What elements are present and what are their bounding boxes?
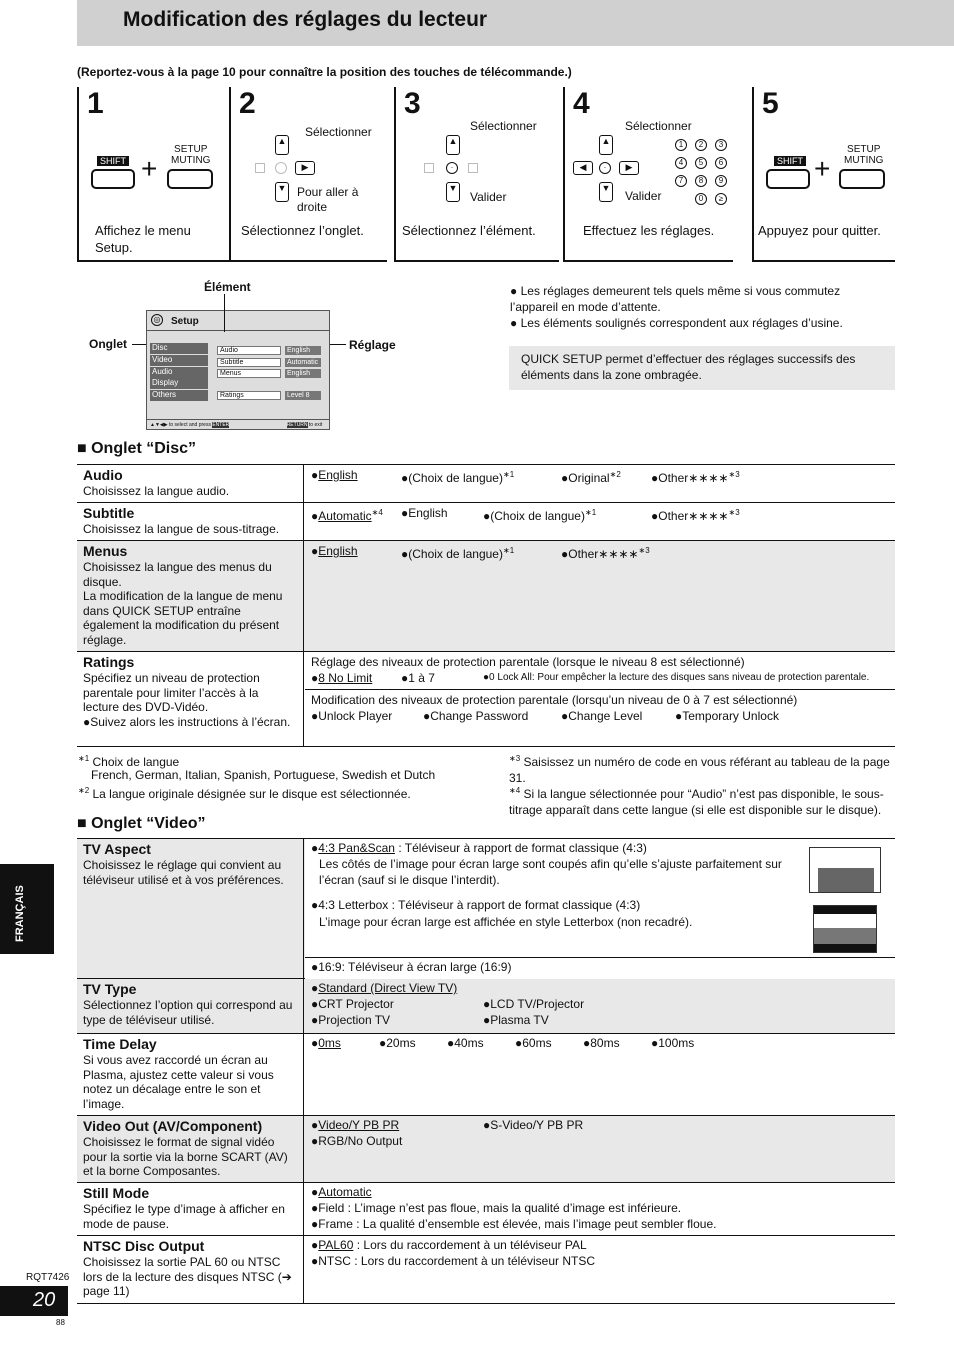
section-heading-disc: ■ Onglet “Disc” <box>77 440 197 457</box>
onglet-label: Onglet <box>89 337 127 351</box>
footnote: French, German, Italian, Spanish, Portuguese, Swedish et Dutch <box>91 768 436 782</box>
tab-display: Display <box>150 378 208 389</box>
model-number: RQT7426 <box>26 1272 70 1283</box>
up-arrow-icon: ▲ <box>599 135 613 155</box>
disc-table <box>77 464 895 747</box>
tab-others: Others <box>150 390 208 401</box>
note-item: ● Les réglages demeurent tels quels même si vous commutez l’appareil en mode d’attente. <box>510 284 841 314</box>
down-arrow-icon: ▼ <box>275 182 289 202</box>
step-number: 1 <box>87 87 104 120</box>
up-arrow-icon: ▲ <box>275 135 289 155</box>
setup-footer: ▲▼◀▶ to select and press ENTER RETURN to exit <box>147 419 329 430</box>
footnote: $^{∗3}$ Saisissez un numéro de code en vous référant au tableau de la page 31. <box>509 754 890 785</box>
table-row: Video Out (AV/Component) Choisissez le format de signal vidéo pour la sortie via la borne SCART (AV) et la borne Composantes. ●Video/Y PB PR ●S-Video/Y PB PR ●RGB/No Output <box>77 1116 895 1183</box>
small-number: 88 <box>56 1318 65 1327</box>
reglage-label: Réglage <box>349 338 396 352</box>
page-header <box>77 0 954 46</box>
setup-screen: Setup ◎ Disc Video Audio Display Others Audio Subtitle Menus Ratings English Automatic English Level 8 ▲▼◀▶ to select and press ENTER RETURN to exit <box>146 310 330 430</box>
enter-icon: · <box>599 162 611 174</box>
page-number: 20 <box>0 1286 68 1316</box>
table-row: Subtitle Choisissez la langue de sous-titrage. ●Automatic$^{∗4}$ ●English ●(Choix de langue)$^{∗1}$ ●Other∗∗∗∗$^{∗3}$ <box>77 503 895 541</box>
disc-icon: ◎ <box>151 314 163 326</box>
table-row: Menus Choisissez la langue des menus du disque. La modification de la langue de menu dans QUICK SETUP entraîne également la modification du présent réglage. ●English ●(Choix de langue)$^{∗1}$ ●Other∗∗∗∗$^{∗3}$ <box>77 541 895 652</box>
left-arrow-icon: ◀ <box>573 161 593 175</box>
right-arrow-icon: ▶ <box>619 161 639 175</box>
footnote: $^{∗2}$ La langue originale désignée sur le disque est sélectionnée. <box>78 786 411 801</box>
table-row: TV Aspect Choisissez le réglage qui convient au téléviseur utilisé et à vos préférences. ●4:3 Pan&Scan : Téléviseur à rapport de format classique (4:3) Les côtés de l’image pour écran large sont coupés afin qu’elle s’ajuste parfaitement sur l’écran (sauf si le disque l’interdit). ●4:3 Letterbox : Téléviseur à rapport de format classique (4:3) L’image pour écran large est affichée en style Letterbox (non recadré). ●16:9: Téléviseur à écran large (16:9) <box>77 839 895 979</box>
up-arrow-icon: ▲ <box>446 135 460 155</box>
table-row: Ratings Spécifiez un niveau de protection parentale pour limiter l’accès à la lecture des DVD-Vidéo. ●Suivez alors les instructions à l’écran. Réglage des niveaux de protection parentale (lorsque le niveau 8 est sélectionné) ●8 No Limit ●1 à 7 ●0 Lock All: Pour empêcher la lecture des disques sans niveau de protection parentale. Modification des niveaux de protection parentale (lorsqu’un niveau de 0 à 7 est sélectionné) ●Unlock Player ●Change Password ●Change Level ●Temporary Unlock <box>77 652 895 747</box>
step-4: 4 ▲ Sélectionner ◀ · ▶ ▼ Valider 1 2 3 4 5 6 7 8 9 0 ≥ Effectuez les réglages. <box>563 87 733 262</box>
footnote: $^{∗1}$ Choix de langue <box>78 754 180 769</box>
down-arrow-icon: ▼ <box>599 182 613 202</box>
setup-screen-title: Setup <box>147 311 329 331</box>
step-2: 2 ▲ Sélectionner ▶ ▼ Pour aller à droite Sélectionnez l’onglet. <box>229 87 387 262</box>
down-arrow-icon: ▼ <box>446 182 460 202</box>
tab-disc: Disc <box>150 343 208 354</box>
tab-video: Video <box>150 355 208 366</box>
pan-scan-image <box>809 847 881 893</box>
shift-label: SHIFT <box>97 156 129 166</box>
step-5: 5 SHIFT + SETUP MUTING Appuyez pour quitter. <box>752 87 895 262</box>
enter-icon: · <box>446 162 458 174</box>
page-title: Modification des réglages du lecteur <box>123 8 488 31</box>
quick-setup-note: QUICK SETUP permet d’effectuer des réglages successifs des éléments dans la zone ombragée. <box>509 346 895 390</box>
table-row: Time Delay Si vous avez raccordé un écran au Plasma, ajustez cette valeur si vous notez un décalage entre le son et l’image. ●0ms ●20ms ●40ms ●60ms ●80ms ●100ms <box>77 1034 895 1116</box>
footnote: $^{∗4}$ Si la langue sélectionnée pour “Audio” n’est pas disponible, le sous-titrage apparaît dans cette langue (si elle est disponible sur le disque). <box>509 786 884 817</box>
section-heading-video: ■ Onglet “Video” <box>77 815 206 832</box>
tab-audio: Audio <box>150 367 208 378</box>
video-table <box>77 838 895 1304</box>
note-item: ● Les éléments soulignés correspondent aux réglages d’usine. <box>510 316 843 330</box>
right-arrow-icon: ▶ <box>295 161 315 175</box>
letterbox-image <box>813 905 877 953</box>
reference-note: (Reportez-vous à la page 10 pour connaître la position des touches de télécommande.) <box>77 65 572 79</box>
step-caption: Affichez le menu Setup. <box>95 223 191 255</box>
language-tab: FRANÇAIS <box>0 864 54 954</box>
table-row: Audio Choisissez la langue audio. ●English ●(Choix de langue)$^{∗1}$ ●Original$^{∗2}$ ●Other∗∗∗∗$^{∗3}$ <box>77 465 895 503</box>
setup-label: SETUP MUTING <box>171 144 211 166</box>
table-row: TV Type Sélectionnez l’option qui correspond au type de téléviseur utilisé. ●Standard (Direct View TV) ●CRT Projector ●LCD TV/Projector ●Projection TV ●Plasma TV <box>77 979 895 1034</box>
step-1: 1 SHIFT + SETUP MUTING Affichez le menu Setup. <box>77 87 229 262</box>
step-3: 3 ▲ Sélectionner · ▼ Valider Sélectionnez l’élément. <box>394 87 559 262</box>
table-row: Still Mode Spécifiez le type d’image à afficher en mode de pause. ●Automatic ●Field : L’image n’est pas floue, mais la qualité d’image est inférieure. ●Frame : La qualité d’ensemble est élevée, mais l’image peut sembler floue. <box>77 1183 895 1236</box>
setup-button <box>167 169 213 189</box>
table-row: NTSC Disc Output Choisissez la sortie PAL 60 ou NTSC lors de la lecture des disques NTSC (➔ page 11) ●PAL60 : Lors du raccordement à un téléviseur PAL ●NTSC : Lors du raccordement à un téléviseur NTSC <box>77 1236 895 1304</box>
element-label: Élément <box>204 280 251 294</box>
shift-button <box>91 169 135 189</box>
